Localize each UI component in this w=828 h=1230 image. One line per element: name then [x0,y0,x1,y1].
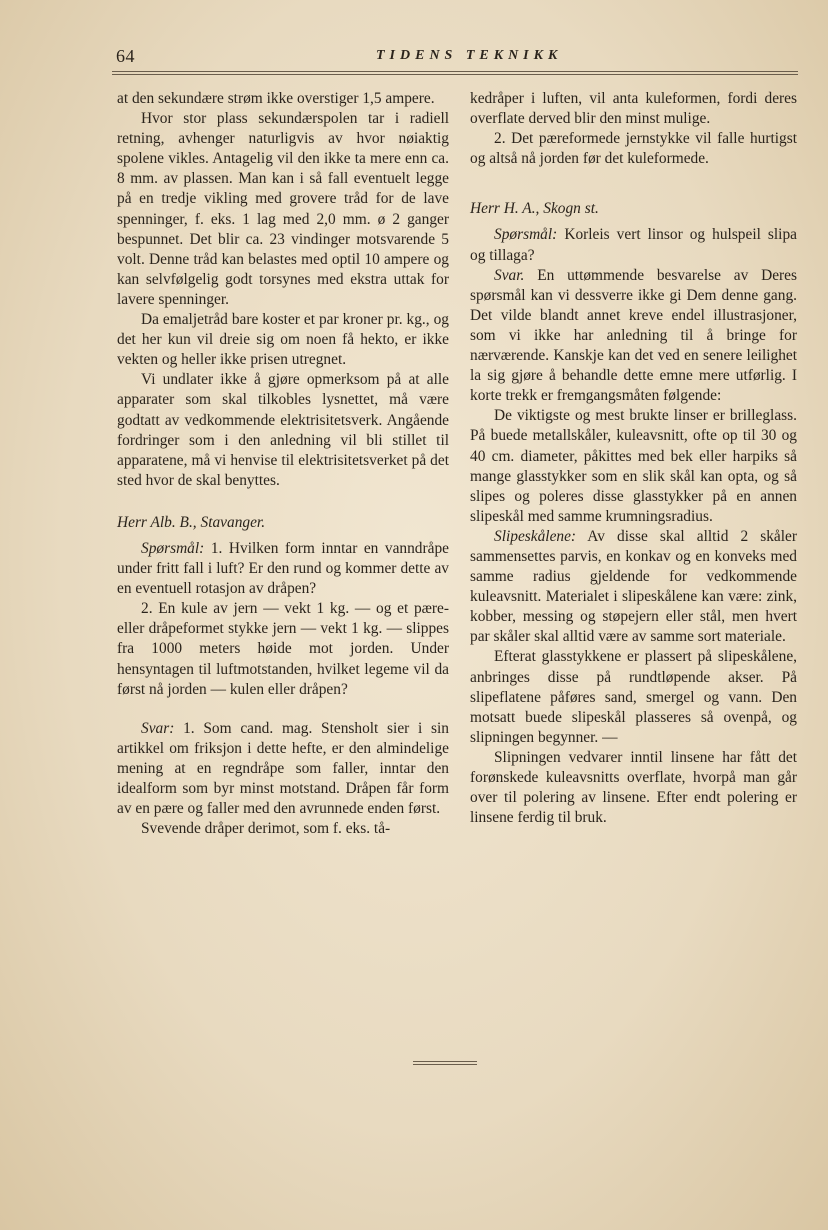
page-header [114,44,798,72]
section-heading: Herr Alb. B., Stavanger. [117,513,266,531]
right-column [470,89,797,828]
answer-label: Svar: [141,719,175,737]
paragraph: Efterat glasstykkene er plassert på slipeskålene, anbringes disse på rundtløpende akser. På slipeflatene påføres sand, smergel og vann. Den motsatt buede slipeskål plasseres så ovenpå, og slipningen begynner. — [470,648,797,746]
paragraph: kedråper i luften, vil anta kuleformen, fordi deres overflate derved blir den minst mulige. [470,90,797,128]
subheading-label: Slipeskålene: [494,527,577,545]
paragraph: Da emaljetråd bare koster et par kroner pr. kg., og det her kun vil dreie sig om noen få hekto, er ikke vekten og heller ikke prisen utregnet. [117,311,449,369]
paragraph: at den sekundære strøm ikke overstiger 1,5 ampere. [117,90,435,107]
paragraph: 2. Det pæreformede jernstykke vil falle hurtigst og altså nå jorden før det kuleformede. [470,130,797,168]
question-paragraph: 2. En kule av jern — vekt 1 kg. — og et pære- eller dråpeformet stykke jern — vekt 1 kg. — slippes fra 1000 meters høide mot jorden. Under hensyntagen til luftmotstanden, hvilket legeme vil da først nå jorden — kulen eller dråpen? [117,600,449,698]
answer-text: En uttømmende besvarelse av Deres spørsmål kan vi dessverre ikke gi Dem denne gang. Det vilde blandt annet kreve endel illustrasjoner, som vi ikke har anledning til å bringe for nærværende. Kanskje kan det ved en senere leilighet la sig gjøre å behandle dette emne mere utførlig. I korte trekk er fremgangsmåten følgende: [470,266,797,405]
question-text: Korleis vert linsor og hulspeil slipa og tillaga? [470,226,797,264]
paragraph: De viktigste og mest brukte linser er brilleglass. På buede metallskåler, kuleavsnitt, ofte op til 30 og 40 cm. diameter, påkittes med bek eller harpiks så mange glasstykker som en slik skål kan opta, og så slipes og poleres disse glasstykker på en annen slipeskål med samme krumningsradius. [470,407,797,525]
section-heading: Herr H. A., Skogn st. [470,200,599,218]
left-column [117,89,449,839]
paragraph: Vi undlater ikke å gjøre opmerksom på at alle apparater som skal tilkobles lysnettet, må være godtatt av vedkommende elektrisitetsverk. Angående fordringer som i den anledning vil bli stillet til apparatene, må vi henvise til elektrisitetsverket på det sted hvor de skal benyttes. [117,371,449,489]
end-rule [413,1061,477,1065]
answer-text: 1. Som cand. mag. Stensholt sier i sin artikkel om friksjon i dette hefte, er den almindelige mening at en regndråpe som faller, inntar den idealform som byr minst motstand. Dråpen får form av en pære og faller med den avrunnede enden først. [117,719,449,818]
paragraph: Hvor stor plass sekundærspolen tar i radiell retning, avhenger naturligvis av hvor nøiaktig spolene vikles. Antagelig vil den ikke ta mere enn ca. 8 mm. av plassen. Man kan i så fall eventuelt legge på en tredje vikling med grovere tråd for de lave spenninger, f. eks. 1 lag med 2,0 mm. ø 2 ganger bespunnet. Det blir ca. 23 vindinger motsvarende 5 volt. Denne tråd kan belastes med optil 10 ampere og kan selvfølgelig godt torsynes med ekstra uttak for lavere spenninger. [117,110,449,308]
paragraph: Svevende dråper derimot, som f. eks. tå- [141,820,391,838]
page-number: 64 [116,46,135,66]
paragraph [470,527,797,648]
question-paragraph [470,225,797,265]
answer-paragraph [470,266,797,407]
header-rule [112,71,798,75]
paragraph-text: Av disse skal alltid 2 skåler sammensettes parvis, en konkav og en konveks med samme radius gjeldende for vedkommende kuleavsnitt. Materialet i slipeskålene kan være: zink, kobber, messing og støpejern eller stål, men hvert par skåler skal alltid være av samme sort materiale. [470,527,797,646]
paragraph: Slipningen vedvarer inntil linsene har fått det forønskede kuleavsnitts overflate, hvorpå man går over til polering av linsene. Efter endt polering er linsene ferdig til bruk. [470,748,797,827]
question-paragraph [117,539,449,599]
answer-label: Svar. [494,266,525,284]
journal-title: TIDENS TEKNIKK [376,48,563,63]
question-label: Spørsmål: [141,539,205,557]
answer-paragraph [117,719,449,819]
question-text: 1. Hvilken form inntar en vanndråpe under fritt fall i luft? Er den rund og kommer dette av en eventuell rotasjon av dråpen? [117,539,449,598]
question-label: Spørsmål: [494,226,558,244]
